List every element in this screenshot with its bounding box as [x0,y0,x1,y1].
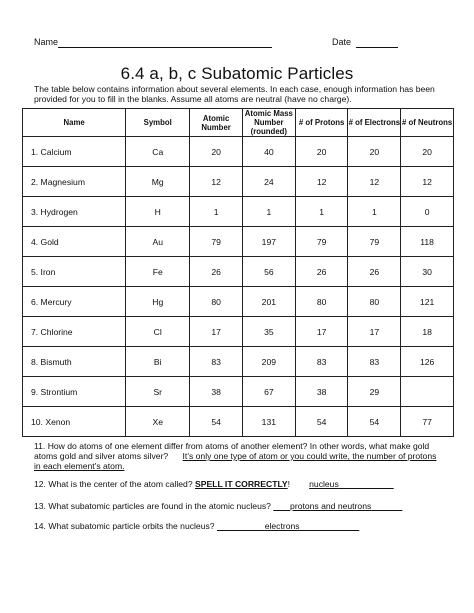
atomic-mass: 197 [242,227,295,257]
atomic-mass: 40 [242,137,295,167]
protons: 17 [295,317,348,347]
neutrons: 18 [401,317,454,347]
header-row [34,37,454,51]
table-row [23,347,454,377]
header-name: Name [23,109,126,137]
element-name: 1. Calcium [23,137,126,167]
atomic-number: 20 [190,137,243,167]
header-symbol: Symbol [126,109,190,137]
element-symbol: Fe [126,257,190,287]
atomic-mass: 24 [242,167,295,197]
question-12-text: 12. What is the center of the atom called? [34,479,193,489]
atomic-number: 38 [190,377,243,407]
electrons: 83 [348,347,401,377]
electrons: 26 [348,257,401,287]
protons: 79 [295,227,348,257]
atomic-mass: 67 [242,377,295,407]
neutrons: 118 [401,227,454,257]
protons: 38 [295,377,348,407]
electrons: 17 [348,317,401,347]
atomic-number: 54 [190,407,243,437]
elements-table [22,108,454,437]
atomic-mass: 56 [242,257,295,287]
electrons: 54 [348,407,401,437]
protons: 80 [295,287,348,317]
atomic-mass: 131 [242,407,295,437]
header-atomic-number: Atomic Number [190,109,243,137]
question-11 [34,441,444,471]
header-atomic-mass: Atomic Mass Number (rounded) [242,109,295,137]
element-name: 7. Chlorine [23,317,126,347]
header-neutrons: # of Neutrons [401,109,454,137]
neutrons: 77 [401,407,454,437]
atomic-mass: 1 [242,197,295,227]
neutrons: 0 [401,197,454,227]
atomic-number: 79 [190,227,243,257]
table-row [23,377,454,407]
element-symbol: H [126,197,190,227]
name-field[interactable] [58,47,272,48]
element-symbol: Ca [126,137,190,167]
element-name: 9. Strontium [23,377,126,407]
atomic-mass: 35 [242,317,295,347]
electrons: 80 [348,287,401,317]
atomic-number: 26 [190,257,243,287]
date-field[interactable] [356,47,398,48]
atomic-mass: 209 [242,347,295,377]
neutrons: 20 [401,137,454,167]
header-electrons: # of Electrons [348,109,401,137]
element-name: 5. Iron [23,257,126,287]
atomic-number: 12 [190,167,243,197]
element-name: 2. Magnesium [23,167,126,197]
table-row [23,227,454,257]
table-row [23,137,454,167]
question-12-emphasis: SPELL IT CORRECTLY [195,479,288,489]
question-11-answer: It's only one type of atom or you could write, the number of protons in each element's atom. [34,451,437,471]
neutrons: 12 [401,167,454,197]
electrons: 12 [348,167,401,197]
electrons: 1 [348,197,401,227]
element-symbol: Hg [126,287,190,317]
element-symbol: Au [126,227,190,257]
question-13-answer: protons and neutrons [290,501,372,511]
neutrons: 121 [401,287,454,317]
electrons: 79 [348,227,401,257]
element-symbol: Mg [126,167,190,197]
electrons: 20 [348,137,401,167]
page-title: 6.4 a, b, c Subatomic Particles [120,64,354,83]
table-row [23,407,454,437]
electrons: 29 [348,377,401,407]
protons: 26 [295,257,348,287]
element-symbol: Cl [126,317,190,347]
element-symbol: Bi [126,347,190,377]
element-name: 4. Gold [23,227,126,257]
intro-paragraph: The table below contains information about several elements. In each case, enough information has been provided for you to fill in the blanks. Assume all atoms are neutral (have no charge). [34,84,435,104]
protons: 20 [295,137,348,167]
element-symbol: Sr [126,377,190,407]
protons: 1 [295,197,348,227]
question-14-answer: electrons [264,521,300,531]
question-11-text: 11. How do atoms of one element differ from atoms of another element? In other words, what make gold atoms gold and silver atoms silver? [34,441,430,461]
name-label: Name [34,37,59,47]
element-symbol: Xe [126,407,190,437]
table-row [23,287,454,317]
table-row [23,257,454,287]
protons: 12 [295,167,348,197]
questions-section [34,441,444,537]
question-12: 12. What is the center of the atom called? SPELL IT CORRECTLY! nucleus [34,479,339,489]
question-14-text: 14. What subatomic particle orbits the nucleus? [34,521,215,531]
atomic-number: 80 [190,287,243,317]
question-13 [34,501,444,511]
header-protons: # of Protons [295,109,348,137]
table-row [23,317,454,347]
element-name: 10. Xenon [23,407,126,437]
protons: 83 [295,347,348,377]
element-name: 8. Bismuth [23,347,126,377]
protons: 54 [295,407,348,437]
element-name: 3. Hydrogen [23,197,126,227]
element-name: 6. Mercury [23,287,126,317]
neutrons: 126 [401,347,454,377]
table-header-row [23,109,454,137]
atomic-number: 17 [190,317,243,347]
question-14 [34,521,444,531]
neutrons: 30 [401,257,454,287]
table-row [23,197,454,227]
date-label: Date [332,37,352,47]
atomic-number: 1 [190,197,243,227]
question-13-text: 13. What subatomic particles are found in the atomic nucleus? [34,501,271,511]
table-row [23,167,454,197]
question-12-answer: nucleus [309,479,339,489]
atomic-mass: 201 [242,287,295,317]
atomic-number: 83 [190,347,243,377]
neutrons-blank[interactable] [401,377,454,407]
